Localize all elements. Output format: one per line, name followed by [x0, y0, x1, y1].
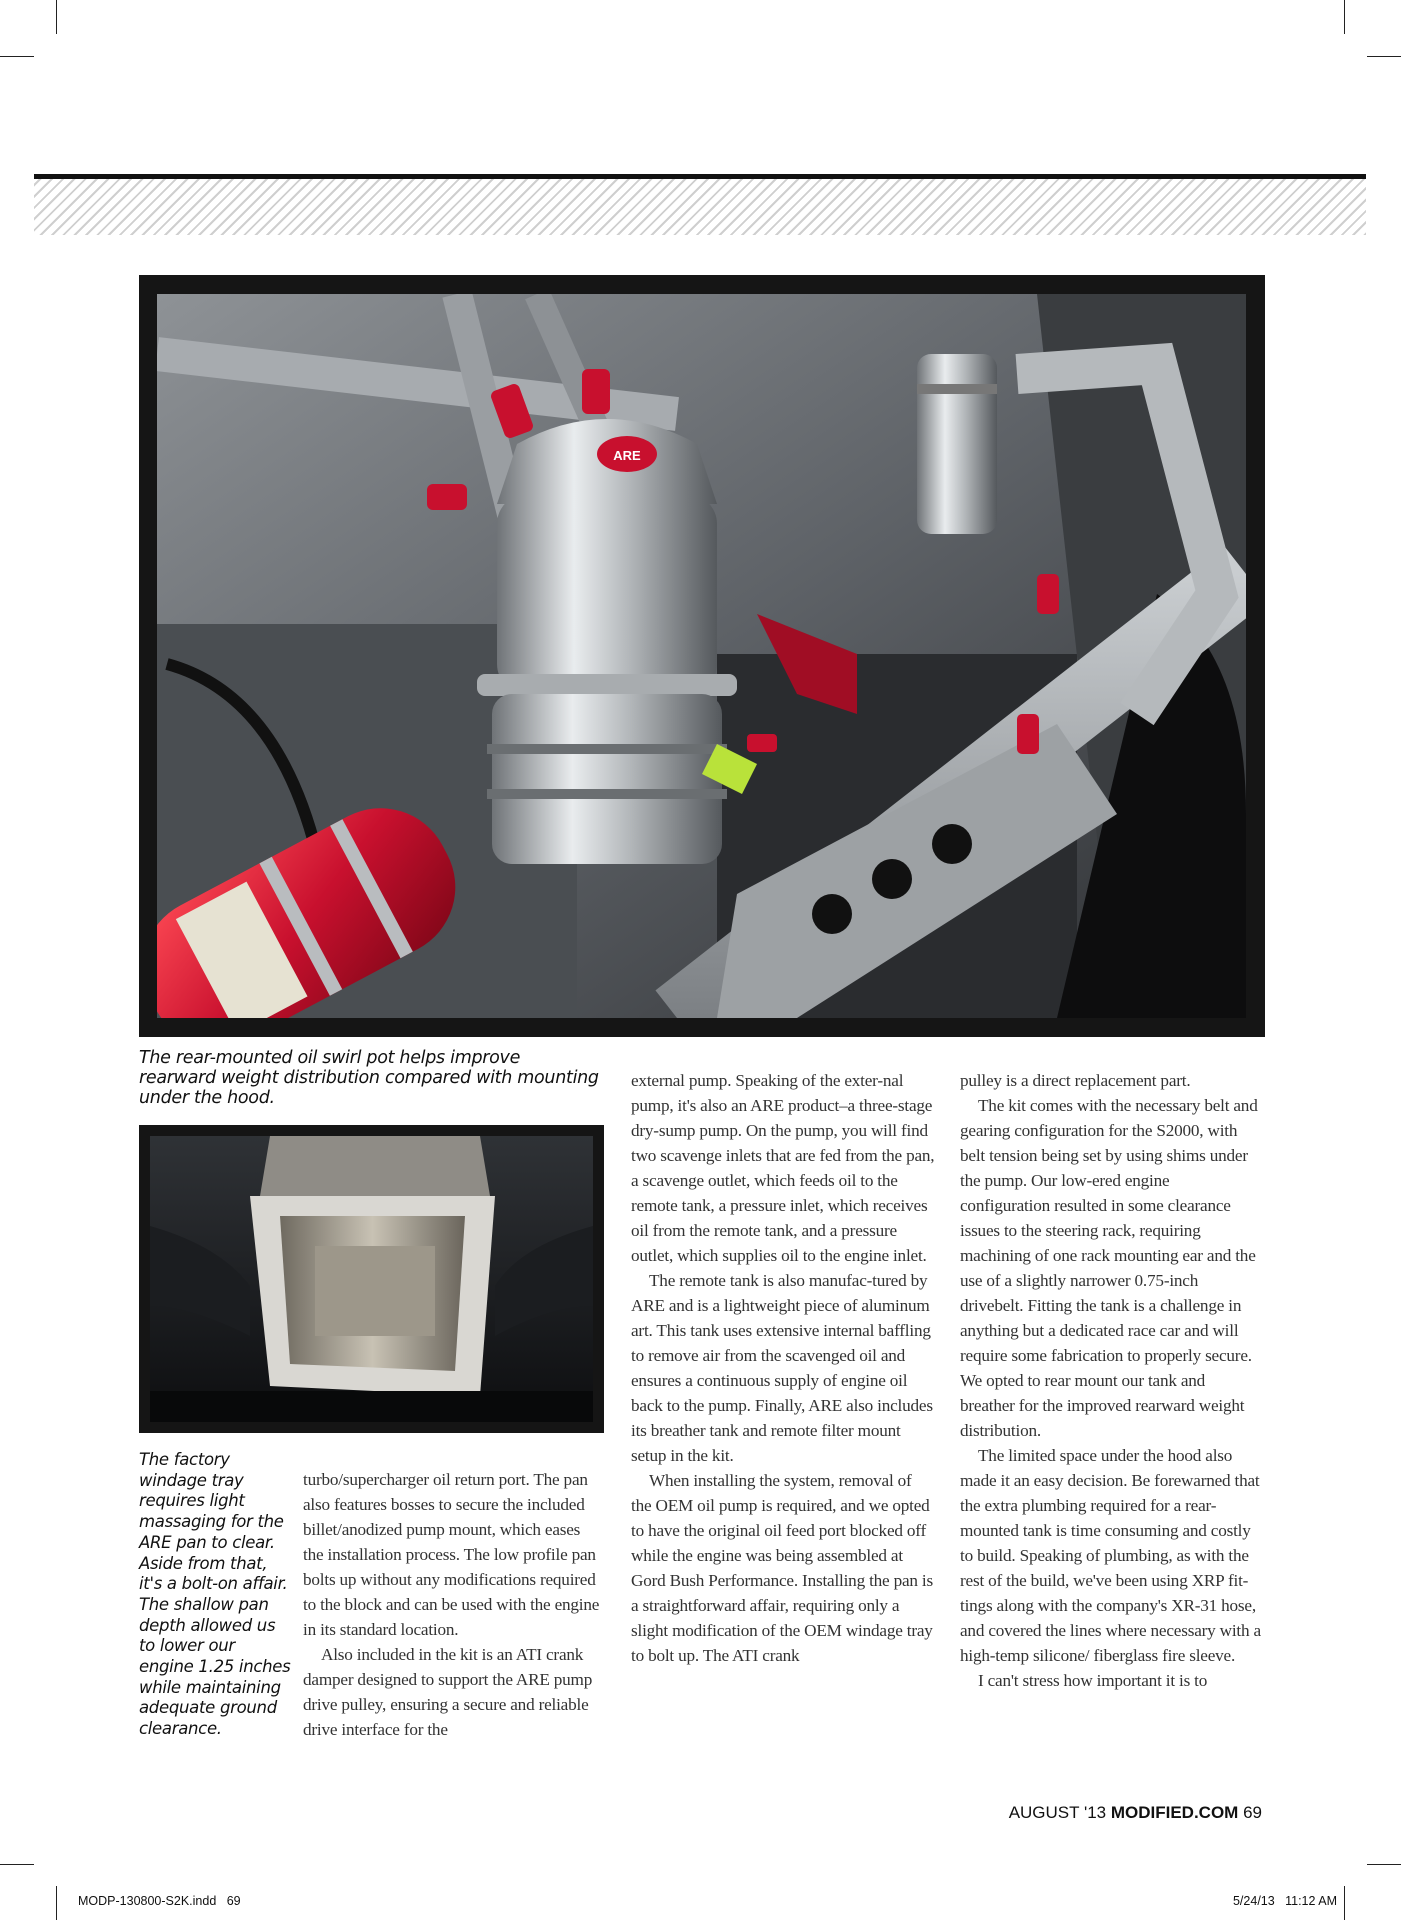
folio-issue: AUGUST '13	[1008, 1803, 1107, 1822]
slug-file-name: MODP-130800-S2K.indd 69	[78, 1894, 241, 1908]
crop-mark	[1344, 0, 1345, 34]
page-folio	[1009, 1803, 1262, 1823]
crop-mark	[0, 56, 34, 57]
tank-mark-text: ARE	[613, 448, 641, 463]
bottom-photo-caption: The factory windage tray requires light massaging for the ARE pan to clear. Aside from that, it's a bolt-on affair. The shallow pan depth allowed us to lower our engine 1.25 inches while maintaining adequate ground clearance.	[139, 1450, 291, 1739]
crop-mark	[1367, 1864, 1401, 1865]
crop-mark	[1367, 56, 1401, 57]
body-paragraph: The kit comes with the necessary belt and gearing configuration for the S2000, with belt tension being set by using shims under the pump. Our low-ered engine configuration resulted in some clearance issues to the steering rack, requiring machining of one rack mounting ear and the use of a slightly narrower 0.75-inch drivebelt. Fitting the tank is a challenge in anything but a dedicated race car and will require some fabrication to properly secure. We opted to rear mount our tank and breather for the improved rearward weight distribution.	[960, 1096, 1258, 1440]
crop-mark	[1344, 1886, 1345, 1920]
crop-mark	[0, 1864, 34, 1865]
crop-mark	[56, 1886, 57, 1920]
top-photo-caption: The rear-mounted oil swirl pot helps improve rearward weight distribution compared with mounting under the hood.	[139, 1048, 599, 1108]
header-hatch-band	[34, 179, 1366, 235]
body-paragraph: pulley is a direct replacement part.	[960, 1071, 1191, 1090]
body-paragraph: external pump. Speaking of the exter-nal pump, it's also an ARE product–a three-stage dry-sump pump. On the pump, you will find two scavenge inlets that are fed from the pan, a scavenge outlet, which feeds oil to the remote tank, a pressure inlet, which receives oil from the remote tank, and a pressure outlet, which supplies oil to the engine inlet.	[631, 1071, 935, 1265]
body-paragraph: Also included in the kit is an ATI crank damper designed to support the ARE pump drive pulley, ensuring a secure and reliable drive interface for the	[303, 1645, 593, 1739]
body-paragraph: I can't stress how important it is to	[978, 1671, 1208, 1690]
crop-mark	[56, 0, 57, 34]
slug-timestamp: 5/24/13 11:12 AM	[1232, 1894, 1337, 1908]
body-column-2	[631, 1068, 935, 1668]
body-column-3	[960, 1068, 1262, 1693]
folio-site: MODIFIED.COM	[1110, 1803, 1239, 1822]
body-paragraph: The remote tank is also manufac-tured by ARE and is a lightweight piece of aluminum art. This tank uses extensive internal baffling to remove air from the scavenged oil and ensures a continuous supply of engine oil back to the pump. Finally, ARE also includes its breather tank and remote filter mount setup in the kit.	[631, 1271, 933, 1465]
body-paragraph: The limited space under the hood also made it an easy decision. Be forewarned that the extra plumbing required for a rear-mounted tank is time consuming and costly to build. Speaking of plumbing, as with the rest of the build, we've been using XRP fit-tings along with the company's XR-31 hose, and covered the lines where necessary with a high-temp silicone/ fiberglass fire sleeve.	[960, 1446, 1261, 1665]
body-paragraph: When installing the system, removal of the OEM oil pump is required, and we opted to have the original oil feed port blocked off while the engine was being assembled at Gord Bush Performance. Installing the pan is a straightforward affair, requiring only a slight modification of the OEM windage tray to bolt up. The ATI crank	[631, 1471, 933, 1665]
folio-page-number: 69	[1243, 1803, 1262, 1822]
top-photo-oil-swirl-pot	[157, 294, 1246, 1018]
body-column-1	[303, 1467, 603, 1742]
body-paragraph: turbo/supercharger oil return port. The pan also features bosses to secure the included billet/anodized pump mount, which eases the installation process. The low profile pan bolts up without any modifications required to the block and can be used with the engine in its standard location.	[303, 1470, 600, 1639]
bottom-photo-windage-tray	[150, 1136, 593, 1422]
